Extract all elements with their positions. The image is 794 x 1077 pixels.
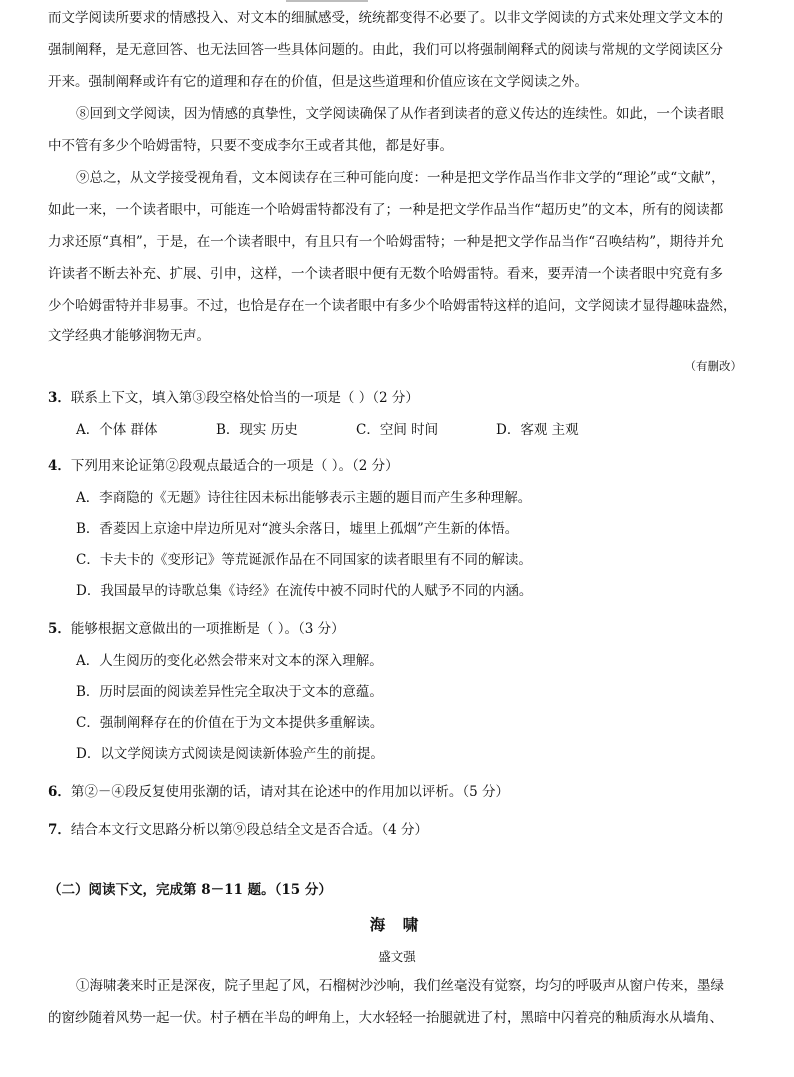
question-6	[48, 782, 509, 802]
passage-line: 许读者不断去补充、扩展、引申，这样，一个读者眼中便有无数个哈姆雷特。看来，要弄清一个读者眼中究竟有多	[48, 266, 723, 282]
option-b: B．现实 历史	[216, 422, 298, 438]
passage-line: 如此一来，一个读者眼中，可能连一个哈姆雷特都没有了；一种是把文学作品当作“超历史”的文本，所有的阅读都	[48, 202, 724, 218]
question-text: 联系上下文，填入第③段空格处恰当的一项是（ ）（2 分）	[70, 390, 419, 406]
question-number: 4．	[48, 458, 71, 474]
option-b: B．香菱因上京途中岸边所见对“渡头余落日，墟里上孤烟”产生新的体悟。	[76, 521, 519, 537]
option-a: A．个体 群体	[76, 422, 158, 438]
option-a: A．人生阅历的变化必然会带来对文本的深入理解。	[76, 653, 383, 669]
question-number: 5．	[48, 621, 71, 637]
passage-line: 而文学阅读所要求的情感投入、对文本的细腻感受，统统都变得不必要了。以非文学阅读的方式来处理文学文本的	[48, 10, 723, 26]
option-d: D．我国最早的诗歌总集《诗经》在流传中被不同时代的人赋予不同的内涵。	[76, 583, 533, 599]
option-c: C．卡夫卡的《变形记》等荒诞派作品在不同国家的读者眼里有不同的解读。	[76, 552, 532, 568]
question-text: 第②－④段反复使用张潮的话，请对其在论述中的作用加以评析。（5 分）	[70, 784, 510, 800]
source-note: （有删改）	[684, 359, 742, 373]
passage-line: 力求还原“真相”，于是，在一个读者眼中，有且只有一个哈姆雷特；一种是把文学作品当作“召唤结构”，期待并允	[48, 234, 724, 250]
question-3	[48, 388, 419, 408]
passage-line: 少个哈姆雷特并非易事。不过，也恰是存在一个读者眼中有多少个哈姆雷特这样的追问，文学阅读才显得趣味盎然，	[48, 298, 737, 314]
option-c: C．空间 时间	[356, 422, 439, 438]
passage-line: 文学经典才能够润物无声。	[48, 328, 210, 344]
article-line: ①海啸袭来时正是深夜，院子里起了风，石榴树沙沙响，我们丝毫没有觉察，均匀的呼吸声从窗户传来，墨绿	[76, 978, 724, 994]
question-4	[48, 456, 399, 476]
option-d: D．以文学阅读方式阅读是阅读新体验产生的前提。	[76, 746, 384, 762]
passage-line: ⑧回到文学阅读，因为情感的真挚性，文学阅读确保了从作者到读者的意义传达的连续性。如此，一个读者眼	[76, 106, 724, 122]
question-3-options	[76, 420, 636, 440]
passage-line: 开来。强制阐释或许有它的道理和存在的价值，但是这些道理和价值应该在文学阅读之外。	[48, 74, 588, 90]
question-5	[48, 619, 345, 639]
question-7	[48, 820, 428, 840]
option-d: D．客观 主观	[496, 422, 579, 438]
article-line: 的窗纱随着风势一起一伏。村子栖在半岛的岬角上，大水轻轻一抬腿就进了村，黑暗中闪着亮的釉质海水从墙角、	[48, 1010, 723, 1026]
option-a: A．李商隐的《无题》诗往往因未标出能够表示主题的题目而产生多种理解。	[76, 490, 532, 506]
passage-line: 中不管有多少个哈姆雷特，只要不变成李尔王或者其他，都是好事。	[48, 138, 453, 154]
section-heading: （二）阅读下文，完成第 8－11 题。（15 分）	[48, 882, 332, 898]
passage-line: ⑨总之，从文学接受视角看，文本阅读存在三种可能向度：一种是把文学作品当作非文学的“理论”或“文献”，	[76, 170, 725, 186]
question-text: 下列用来论证第②段观点最适合的一项是（ ）。（2 分）	[70, 458, 399, 474]
passage-line: 强制阐释，是无意回答、也无法回答一些具体问题的。由此，我们可以将强制阐释式的阅读与常规的文学阅读区分	[48, 42, 723, 58]
question-number: 3．	[48, 390, 71, 406]
question-text: 能够根据文意做出的一项推断是（ ）。（3 分）	[70, 621, 345, 637]
header-rule	[286, 0, 368, 2]
option-c: C．强制阐释存在的价值在于为文本提供多重解读。	[76, 715, 384, 731]
article-title: 海 啸	[369, 915, 425, 934]
article-author: 盛文强	[378, 949, 416, 964]
question-number: 7．	[48, 822, 71, 838]
question-text: 结合本文行文思路分析以第⑨段总结全文是否合适。（4 分）	[70, 822, 429, 838]
question-number: 6．	[48, 784, 71, 800]
option-b: B．历时层面的阅读差异性完全取决于文本的意蕴。	[76, 684, 383, 700]
